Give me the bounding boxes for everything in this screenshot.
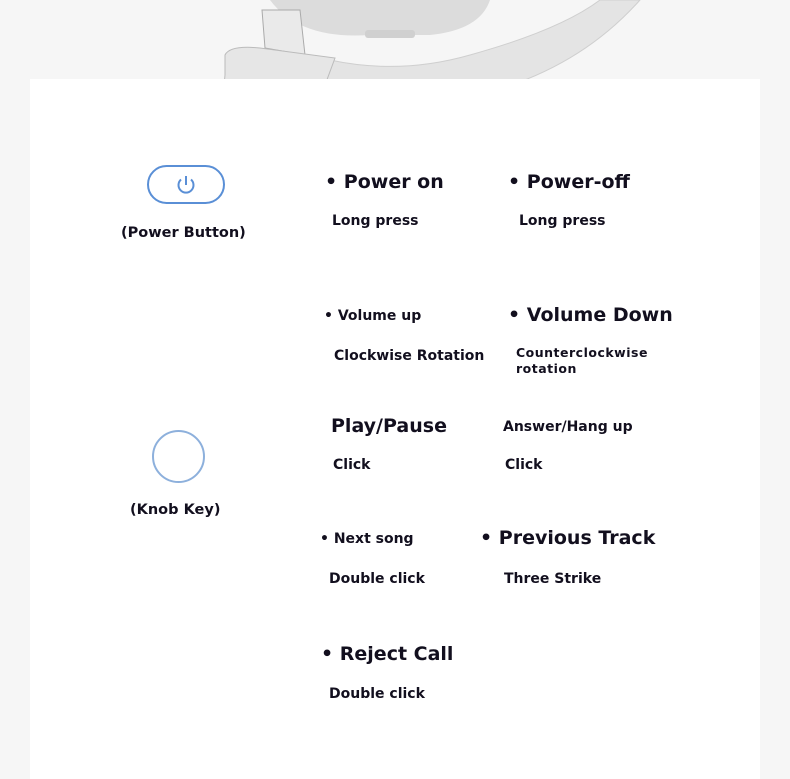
action-gesture: Clockwise Rotation: [334, 348, 485, 364]
action-title: • Volume up: [324, 308, 422, 324]
action-title: • Reject Call: [321, 643, 454, 665]
action-title: • Volume Down: [508, 304, 673, 326]
action-title: Play/Pause: [331, 415, 447, 437]
action-title: • Power on: [325, 171, 444, 193]
action-gesture: Click: [505, 457, 543, 473]
action-gesture: Counterclockwise rotation: [516, 345, 648, 376]
action-title: • Power-off: [508, 171, 630, 193]
action-title: Answer/Hang up: [503, 419, 633, 435]
knob-key-label: (Knob Key): [130, 502, 221, 518]
action-gesture: Long press: [332, 213, 419, 229]
power-button-label: (Power Button): [121, 225, 246, 241]
action-title: • Previous Track: [480, 527, 656, 549]
action-gesture: Long press: [519, 213, 606, 229]
action-gesture: Double click: [329, 686, 425, 702]
action-title: • Next song: [320, 531, 414, 547]
power-icon: [174, 173, 198, 197]
action-gesture: Three Strike: [504, 571, 602, 587]
power-button: [147, 165, 225, 204]
knob-key-icon: [152, 430, 205, 483]
action-gesture: Click: [333, 457, 371, 473]
action-gesture: Double click: [329, 571, 425, 587]
